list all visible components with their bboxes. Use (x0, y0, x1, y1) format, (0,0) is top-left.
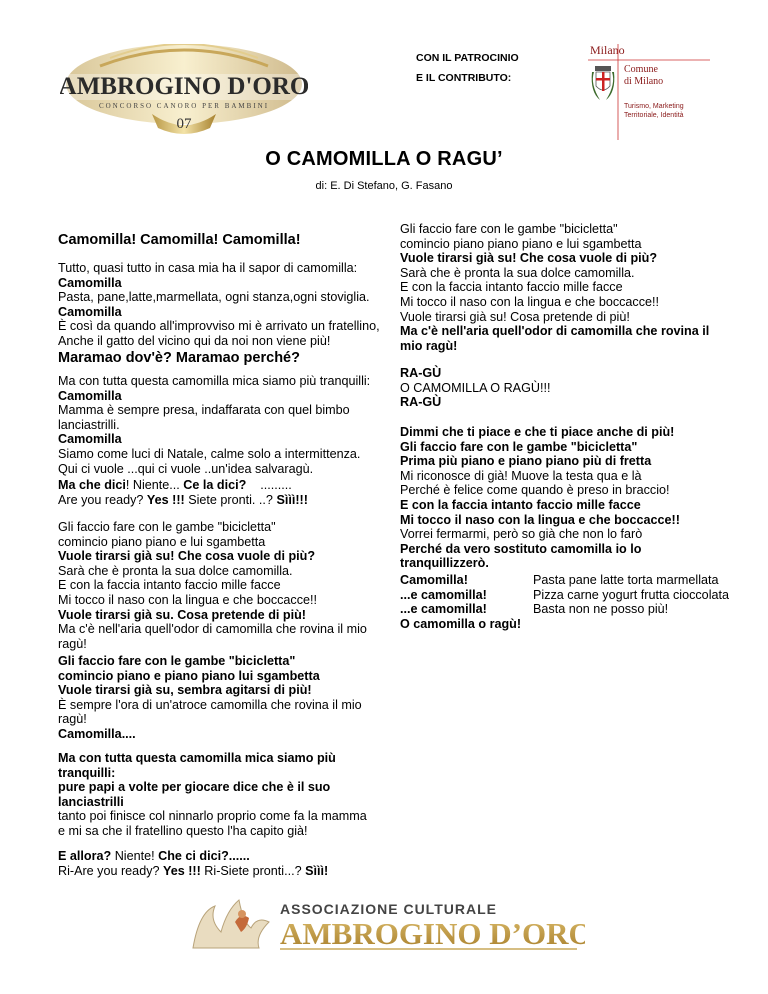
lyric-line: RA-GÙ (400, 395, 442, 410)
lyric-line: E con la faccia intanto faccio mille facce (400, 280, 623, 295)
lyric-line: Mi tocco il naso con la lingua e che boccacce!! (58, 592, 318, 607)
verse-6 (58, 751, 388, 839)
verse-4 (58, 520, 388, 651)
lyric-line: Gli faccio fare con le gambe "bicicletta" (58, 520, 276, 534)
lyric-line: Prima più piano e piano piano più di fretta (400, 454, 652, 469)
lyric-line: Pasta, pane,latte,marmellata, ogni stanza,ogni stoviglia. (58, 290, 370, 305)
lyric-line: Camomilla! Pasta pane latte torta marmellata (400, 573, 719, 587)
lyric-line: ...e camomilla! Basta non ne posso più! (400, 602, 669, 617)
lyric-line: Gli faccio fare con le gambe "bicicletta" (58, 654, 296, 668)
lyric-line: Mi riconosce di già! Muove la testa qua e là (400, 468, 642, 483)
milano-line4: Territoriale, Identità (624, 112, 684, 119)
verse-2 (58, 374, 388, 476)
patrocinio-line2: E IL CONTRIBUTO: (416, 72, 512, 84)
lyric-line: Are you ready? Yes !!! Siete pronti. ..? Sììì!!! (58, 492, 308, 507)
lyric-line: È sempre l'ora di un'atroce camomilla che rovina il mio (58, 697, 362, 712)
logo-subtitle: CONCORSO CANORO PER BAMBINI (98, 102, 270, 110)
lyric-line: e mi sa che il fratellino questo l'ha capito già! (58, 823, 308, 838)
verse-3 (58, 478, 388, 507)
lyric-line: Sarà che è pronta la sua dolce camomilla. (58, 563, 293, 578)
lyric-line: lanciastrilli (58, 794, 124, 809)
lyric-line: Camomilla (58, 275, 122, 290)
lyric-line: tanto poi finisce col ninnarlo proprio come fa la mamma (58, 809, 367, 824)
heading-camomilla: Camomilla! Camomilla! Camomilla! (58, 232, 301, 248)
lyric-line: Ma c'è nell'aria quell'odor di camomilla che rovina il (400, 324, 710, 339)
lyric-line: Perché da vero sostituto camomilla io lo (400, 541, 642, 556)
lyric-line: O camomilla o ragù! (400, 616, 522, 631)
lyric-line: lanciastrilli. (58, 417, 120, 432)
lyric-line: Ma con tutta questa camomilla mica siamo più (58, 751, 336, 765)
comune-milano-logo (588, 42, 718, 142)
verse-1 (58, 261, 388, 349)
lyric-line: Mamma è sempre presa, indaffarata con quel bimbo (58, 403, 350, 418)
footer-line1: ASSOCIAZIONE CULTURALE (280, 901, 497, 917)
lyric-line: Gli faccio fare con le gambe "bicicletta" (400, 439, 638, 454)
lyric-line: Camomilla (58, 388, 122, 403)
lyric-line: E allora? Niente! Che ci dici?...... (58, 849, 250, 863)
lyric-line: Mi tocco il naso con la lingua e che boccacce!! (400, 294, 660, 309)
lyric-line: Camomilla.... (58, 726, 136, 741)
logo-edition: 07 (176, 116, 192, 132)
lyric-line: RA-GÙ (400, 366, 442, 380)
lyric-line: È così da quando all'improvviso mi è arrivato un fratellino, (58, 319, 380, 334)
lyric-line: O CAMOMILLA O RAGÙ!!! (400, 380, 551, 395)
lyric-line: Vuole tirarsi già su! Che cosa vuole di più? (58, 549, 316, 564)
lyric-line: pure papi a volte per giocare dice che è il suo (58, 780, 331, 795)
song-authors: di: E. Di Stefano, G. Fasano (315, 180, 453, 192)
lyric-line: Camomilla (58, 432, 122, 447)
lyric-line: Tutto, quasi tutto in casa mia ha il sapor di camomilla: (58, 261, 358, 275)
lyric-line: Gli faccio fare con le gambe "bicicletta" (400, 222, 618, 236)
patrocinio-line1: CON IL PATROCINIO (416, 52, 519, 64)
lyric-line: Qui ci vuole ...qui ci vuole ..un'idea salvaragù. (58, 461, 314, 476)
ambrogino-logo (60, 44, 308, 136)
lyric-line: Vuole tirarsi già su. Cosa pretende di più! (58, 607, 306, 622)
lyric-line: E con la faccia intanto faccio mille facce (58, 578, 281, 593)
lyric-line: Ri-Are you ready? Yes !!! Ri-Siete pronti...? Sììì! (58, 863, 329, 878)
lyric-line: Sarà che è pronta la sua dolce camomilla. (400, 265, 635, 280)
lyric-line: Ma che dici! Niente... Ce la dici? ......... (58, 478, 292, 492)
verse-r1 (400, 222, 740, 353)
verse-5 (58, 654, 388, 742)
coat-of-arms-icon (592, 66, 615, 100)
lyric-line: comincio piano piano e lui sgambetta (58, 534, 266, 549)
milano-line2: di Milano (624, 76, 664, 87)
lyric-line: Dimmi che ti piace e che ti piace anche di più! (400, 425, 675, 439)
lyric-line: Anche il gatto del vicino qui da noi non viene più! (58, 333, 331, 348)
verse-r3 (400, 425, 740, 571)
lyric-line: ragù! (58, 712, 87, 727)
lyric-line: ...e camomilla! Pizza carne yogurt frutta cioccolata (400, 587, 729, 602)
footer-line2: AMBROGINO D’ORO (280, 916, 585, 951)
milano-line1: Comune (624, 64, 658, 75)
lyric-line: comincio piano piano piano e lui sgambetta (400, 236, 642, 251)
lyric-line: tranquilli: (58, 765, 116, 780)
verse-7 (58, 849, 388, 878)
lyric-line: comincio piano e piano piano lui sgambetta (58, 668, 320, 683)
lyric-line: Ma c'è nell'aria quell'odor di camomilla che rovina il mio (58, 622, 367, 637)
verse-r2 (400, 366, 740, 410)
lyric-line: Siamo come luci di Natale, calme solo a intermittenza. (58, 446, 361, 461)
statue-icon (193, 900, 269, 948)
lyric-line: E con la faccia intanto faccio mille facce (400, 497, 641, 512)
lyric-line: Vuole tirarsi già su, sembra agitarsi di più! (58, 683, 312, 698)
association-logo (185, 892, 585, 952)
logo-title: AMBROGINO D'ORO (60, 73, 308, 100)
lyric-line: Vorrei fermarmi, però so già che non lo farò (400, 527, 643, 542)
lyric-line: ragù! (58, 636, 87, 651)
lyric-line: Vuole tirarsi già su! Che cosa vuole di più? (400, 251, 658, 266)
milano-brand: Milano (590, 43, 625, 57)
lyric-line: mio ragù! (400, 338, 458, 353)
milano-line3: Turismo, Marketing (624, 103, 684, 110)
lyric-line: Perché è felice come quando è preso in braccio! (400, 483, 670, 498)
heading-maramao: Maramao dov'è? Maramao perché? (58, 350, 300, 366)
verse-r4 (400, 573, 740, 631)
song-title: O CAMOMILLA O RAGU’ (265, 148, 503, 170)
lyric-line: tranquillizzerò. (400, 556, 489, 571)
lyric-line: Mi tocco il naso con la lingua e che boccacce!! (400, 512, 680, 527)
lyric-line: Ma con tutta questa camomilla mica siamo più tranquilli: (58, 374, 371, 388)
lyric-line: Camomilla (58, 304, 122, 319)
lyric-line: Vuole tirarsi già su! Cosa pretende di più! (400, 309, 630, 324)
